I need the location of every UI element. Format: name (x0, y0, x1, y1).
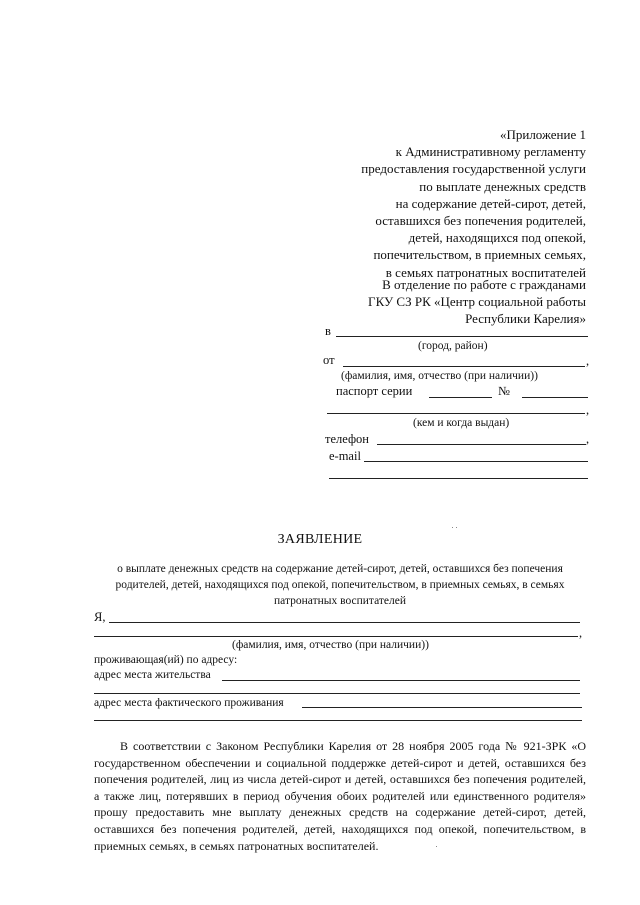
fio-hint: (фамилия, имя, отчество (при наличии)) (341, 370, 538, 382)
applicant-fio-field[interactable] (109, 622, 580, 623)
issued-hint: (кем и когда выдан) (413, 417, 510, 429)
from-label: от (323, 353, 335, 367)
city-field[interactable] (336, 336, 588, 337)
appendix-line: оставшихся без попечения родителей, (375, 213, 586, 229)
addressee-line: В отделение по работе с гражданами (382, 277, 586, 292)
addressee-line: Республики Карелия» (465, 311, 586, 327)
appendix-line: «Приложение 1 (499, 127, 586, 142)
comma: , (586, 432, 590, 446)
actual-address-field[interactable] (302, 707, 582, 708)
statement-body: В соответствии с Законом Республики Карелия от 28 ноября 2005 года № 921-ЗРК «О государственном обеспечении и социальной поддержке детей-сирот и детей, оставшихся без попечения родителей, лиц из числа детей-сирот и детей, оставшихся без попечения родителей, а также лиц, потерявших в период обучения обоих родителей или единственного родителя» прошу предоставить мне выплату денежных средств на содержание детей-сирот, детей, оставшихся без попечения родителей, детей, находящихся под опекой, попечительством, в приемных семьях, в семьях патронатных воспитателей. (94, 739, 586, 853)
in-label: в (325, 324, 331, 338)
addressee-line: ГКУ СЗ РК «Центр социальной работы (368, 294, 586, 310)
appendix-line: на содержание детей-сирот, детей, (395, 195, 586, 211)
i-label: Я, (94, 610, 106, 624)
issued-by-field[interactable] (327, 413, 585, 414)
statement-title: ЗАЯВЛЕНИЕ (277, 532, 363, 547)
appendix-line: по выплате денежных средств (419, 178, 586, 194)
appendix-line: в семьях патронатных воспитателей (385, 264, 586, 280)
phone-label: телефон (325, 432, 369, 446)
actual-address-label: адрес места фактического проживания (94, 697, 284, 709)
applicant-fio-line-2[interactable] (94, 636, 578, 637)
applicant-fio-hint: (фамилия, имя, отчество (при наличии)) (232, 639, 429, 651)
residence-field-line-2[interactable] (94, 693, 580, 694)
appendix-line: детей, находящихся под опекой, (408, 230, 586, 246)
appendix-line: попечительством, в приемных семьях, (373, 247, 586, 263)
email-field[interactable] (364, 461, 588, 462)
number-label: № (498, 384, 510, 398)
phone-field[interactable] (377, 444, 586, 445)
passport-series-field[interactable] (429, 397, 492, 398)
email-extra-line[interactable] (329, 478, 588, 479)
email-label: e-mail (329, 449, 361, 463)
appendix-line: предоставления государственной услуги (361, 161, 586, 177)
scan-speck (456, 527, 457, 528)
comma: , (586, 403, 590, 417)
actual-address-field-line-2[interactable] (94, 720, 582, 721)
statement-subject: о выплате денежных средств на содержание детей-сирот, детей, оставшихся без попечения родителей, детей, находящихся под опекой, попечительством, в приемных семьях, в семьях патронатных воспитателей (115, 563, 565, 607)
scan-speck (436, 846, 437, 847)
residence-field[interactable] (222, 680, 580, 681)
addressee-block (286, 276, 586, 328)
residence-label: адрес места жительства (94, 669, 211, 681)
living-label: проживающая(ий) по адресу: (94, 654, 238, 666)
from-fio-field[interactable] (343, 366, 585, 367)
appendix-line: к Административному регламенту (395, 144, 586, 160)
passport-label: паспорт серии (336, 384, 413, 398)
comma: , (579, 626, 583, 640)
scan-speck (452, 527, 453, 528)
comma: , (586, 354, 590, 368)
city-hint: (город, район) (418, 340, 488, 352)
passport-number-field[interactable] (522, 397, 588, 398)
appendix-block (286, 126, 586, 281)
